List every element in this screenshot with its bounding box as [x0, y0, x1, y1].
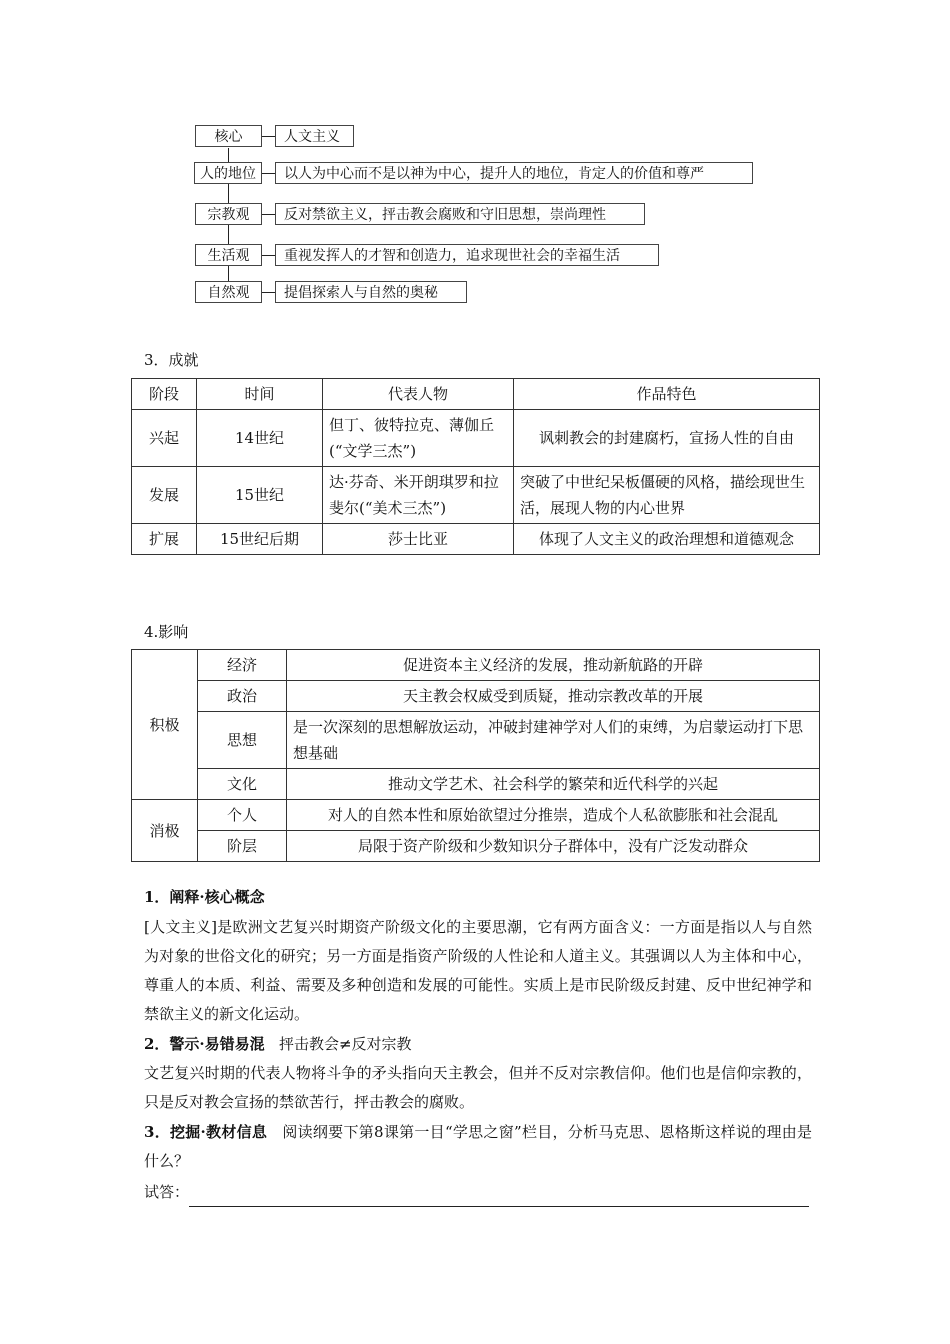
- header-cell: 时间: [197, 379, 323, 410]
- section-heading-influence: 4.影响: [144, 623, 189, 641]
- feature-cell: 突破了中世纪呆板僵硬的风格，描绘现世生活，展现人物的内心世界: [514, 467, 820, 524]
- diagram-node-human-status: 人的地位: [194, 162, 262, 184]
- note-2-title: 2．警示·易错易混: [144, 1035, 265, 1053]
- diagram-node-core: 核心: [195, 125, 262, 147]
- diagram-connector: [262, 255, 275, 256]
- table-row: [132, 524, 820, 555]
- feature-cell: 体现了人文主义的政治理想和道德观念: [514, 524, 820, 555]
- note-3-body: 阅读纲要下第8课第一目“学思之窗”栏目，分析马克思、恩格斯这样说的理由是什么？: [144, 1123, 813, 1170]
- stage-cell: 兴起: [132, 410, 197, 467]
- time-cell: 14世纪: [197, 410, 323, 467]
- diagram-connector: [262, 292, 275, 293]
- diagram-desc-core: 人文主义: [275, 125, 354, 147]
- area-cell: 文化: [198, 769, 287, 800]
- achievements-table: [131, 378, 820, 555]
- answer-label: 试答：: [144, 1183, 190, 1201]
- diagram-connector: [262, 173, 275, 174]
- note-3-title: 3．挖掘·教材信息: [144, 1123, 268, 1141]
- table-header-row: [132, 379, 820, 410]
- concept-diagram: [0, 0, 950, 320]
- table-row: [132, 681, 820, 712]
- header-cell: 代表人物: [323, 379, 514, 410]
- time-cell: 15世纪: [197, 467, 323, 524]
- table-row: [132, 712, 820, 769]
- table-row: [132, 769, 820, 800]
- diagram-desc-life: 重视发挥人的才智和创造力，追求现世社会的幸福生活: [275, 244, 659, 266]
- effect-cell: 对人的自然本性和原始欲望过分推崇，造成个人私欲膨胀和社会混乱: [287, 800, 820, 831]
- people-cell: 但丁、彼特拉克、薄伽丘(“文学三杰”): [323, 410, 514, 467]
- effect-cell: 促进资本主义经济的发展，推动新航路的开辟: [287, 650, 820, 681]
- note-2-heading: [144, 1030, 812, 1059]
- diagram-desc-religion: 反对禁欲主义，抨击教会腐败和守旧思想，崇尚理性: [275, 203, 645, 225]
- category-cell-positive: 积极: [132, 650, 198, 800]
- area-cell: 经济: [198, 650, 287, 681]
- category-cell-negative: 消极: [132, 800, 198, 862]
- table-row: [132, 650, 820, 681]
- effect-cell: 局限于资产阶级和少数知识分子群体中，没有广泛发动群众: [287, 831, 820, 862]
- effect-cell: 天主教会权威受到质疑，推动宗教改革的开展: [287, 681, 820, 712]
- area-cell: 个人: [198, 800, 287, 831]
- answer-blank-line[interactable]: [189, 1186, 809, 1207]
- table-row: [132, 831, 820, 862]
- area-cell: 思想: [198, 712, 287, 769]
- header-cell: 阶段: [132, 379, 197, 410]
- note-2-body: 文艺复兴时期的代表人物将斗争的矛头指向天主教会，但并不反对宗教信仰。他们也是信仰宗教的，只是反对教会宣扬的禁欲苦行，抨击教会的腐败。: [144, 1064, 812, 1111]
- diagram-desc-human-status: 以人为中心而不是以神为中心，提升人的地位，肯定人的价值和尊严: [275, 162, 753, 184]
- note-1-body: [人文主义]是欧洲文艺复兴时期资产阶级文化的主要思潮，它有两方面含义：一方面是指以人与自然为对象的世俗文化的研究；另一方面是指资产阶级的人性论和人道主义。其强调以人为主体和中心，尊重人的本质、利益、需要及多种创造和发展的可能性。实质上是市民阶级反封建、反中世纪神学和禁欲主义的新文化运动。: [144, 918, 812, 1023]
- area-cell: 阶层: [198, 831, 287, 862]
- feature-cell: 讽刺教会的封建腐朽，宣扬人性的自由: [514, 410, 820, 467]
- header-cell: 作品特色: [514, 379, 820, 410]
- diagram-node-religion: 宗教观: [195, 203, 262, 225]
- note-2-topic: 抨击教会≠反对宗教: [278, 1035, 412, 1053]
- effect-cell: 推动文学艺术、社会科学的繁荣和近代科学的兴起: [287, 769, 820, 800]
- table-row: [132, 467, 820, 524]
- people-cell: 莎士比亚: [323, 524, 514, 555]
- answer-row: [144, 1178, 812, 1207]
- effect-cell: 是一次深刻的思想解放运动，冲破封建神学对人们的束缚，为启蒙运动打下思想基础: [287, 712, 820, 769]
- influence-table: [131, 649, 820, 862]
- diagram-connector: [262, 136, 275, 137]
- note-1-title: 1．阐释·核心概念: [144, 888, 265, 906]
- people-cell: 达·芬奇、米开朗琪罗和拉斐尔(“美术三杰”): [323, 467, 514, 524]
- area-cell: 政治: [198, 681, 287, 712]
- stage-cell: 扩展: [132, 524, 197, 555]
- stage-cell: 发展: [132, 467, 197, 524]
- diagram-node-life: 生活观: [195, 244, 262, 266]
- time-cell: 15世纪后期: [197, 524, 323, 555]
- diagram-connector: [262, 214, 275, 215]
- section-heading-achievements: 3．成就: [144, 351, 199, 369]
- diagram-desc-nature: 提倡探索人与自然的奥秘: [275, 281, 467, 303]
- table-row: [132, 410, 820, 467]
- diagram-node-nature: 自然观: [195, 281, 262, 303]
- table-row: [132, 800, 820, 831]
- note-3: [144, 1118, 812, 1176]
